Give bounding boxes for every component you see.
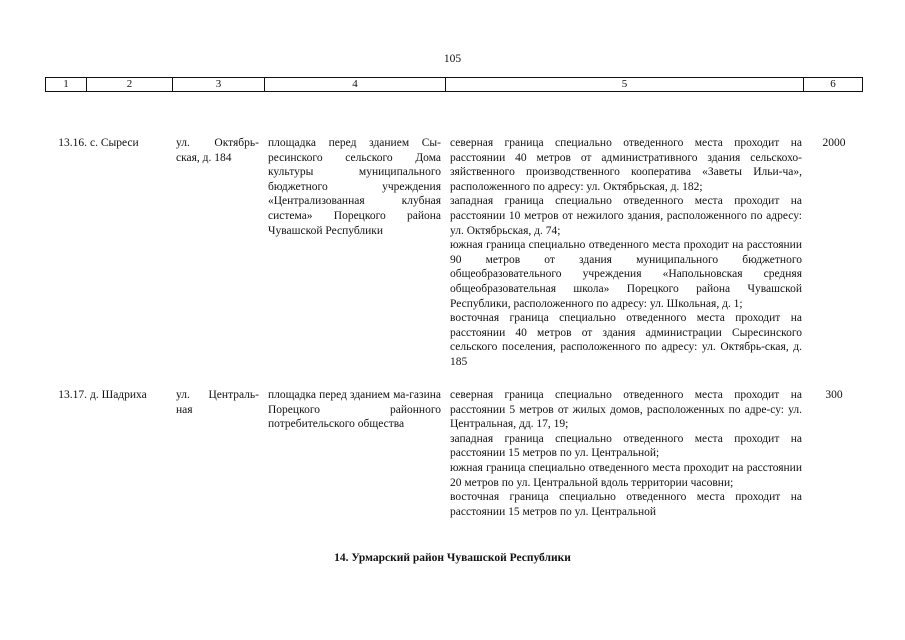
header-col-3: 3 [173, 78, 265, 91]
row-number: 13.16. [58, 137, 87, 149]
settlement: с. Сыреси [90, 137, 139, 149]
east-boundary: восточная граница специально отведенного места проходит на расстоянии 15 метров по ул. Центральной [450, 491, 802, 518]
south-boundary: южная граница специально отведенного места проходит на расстоянии 20 метров по ул. Центральной вдоль территории часовни; [450, 461, 802, 489]
north-boundary: северная граница специально отведенного места проходит на расстоянии 40 метров от административного здания сельскохо-зяйственного производственного кооператива «Заветы Ильи-ча», расположенного по адресу: ул. Октябрьская, д. 182; [450, 137, 802, 193]
header-col-6: 6 [804, 78, 863, 91]
table-header-row [45, 77, 863, 92]
area-value: 300 [825, 389, 843, 401]
section-heading: 14. Урмарский район Чувашской Республики [334, 552, 571, 564]
street-address: ул. Централь-ная [176, 389, 259, 416]
header-col-5: 5 [446, 78, 804, 91]
boundary-description [450, 136, 802, 370]
page-number: 105 [443, 53, 462, 65]
street-address: ул. Октябрь-ская, д. 184 [176, 137, 259, 164]
header-col-4: 4 [265, 78, 446, 91]
south-boundary: южная граница специально отведенного места проходит на расстоянии 90 метров от здания муниципального бюджетного общеобразовательного учреждения «Напольновская средняя общеобразовательная школа» Порецкого района Чувашской Республики, расположенного по адресу: ул. Школьная, д. 1; [450, 239, 802, 310]
settlement: д. Шадриха [90, 389, 147, 401]
header-col-1: 1 [45, 78, 87, 91]
west-boundary: западная граница специально отведенного места проходит на расстоянии 10 метров от нежилого здания, расположенного по адресу: ул. Октябрьская, д. 74; [450, 195, 802, 237]
site-description: площадка перед зданием ма-газина Порецкого районного потребительского общества [268, 389, 441, 431]
west-boundary: западная граница специально отведенного места проходит на расстоянии 15 метров по ул. Центральной; [450, 432, 802, 460]
site-description: площадка перед зданием Сы-ресинского сельского Дома культуры муниципального бюджетного учреждения «Централизованная клубная система» Порецкого района Чувашской Республики [268, 137, 441, 237]
north-boundary: северная граница специально отведенного места проходит на расстоянии 5 метров от жилых домов, расположенных по адре-су: ул. Центральная, дд. 17, 19; [450, 389, 802, 431]
east-boundary: восточная граница специально отведенного места проходит на расстоянии 40 метров от здания администрации Сыресинского сельского поселения, расположенного по адресу: ул. Октябрь-ская, д. 185 [450, 312, 802, 368]
row-number: 13.17. [58, 389, 87, 401]
area-value: 2000 [822, 137, 846, 149]
boundary-description [450, 388, 802, 519]
header-col-2: 2 [87, 78, 173, 91]
